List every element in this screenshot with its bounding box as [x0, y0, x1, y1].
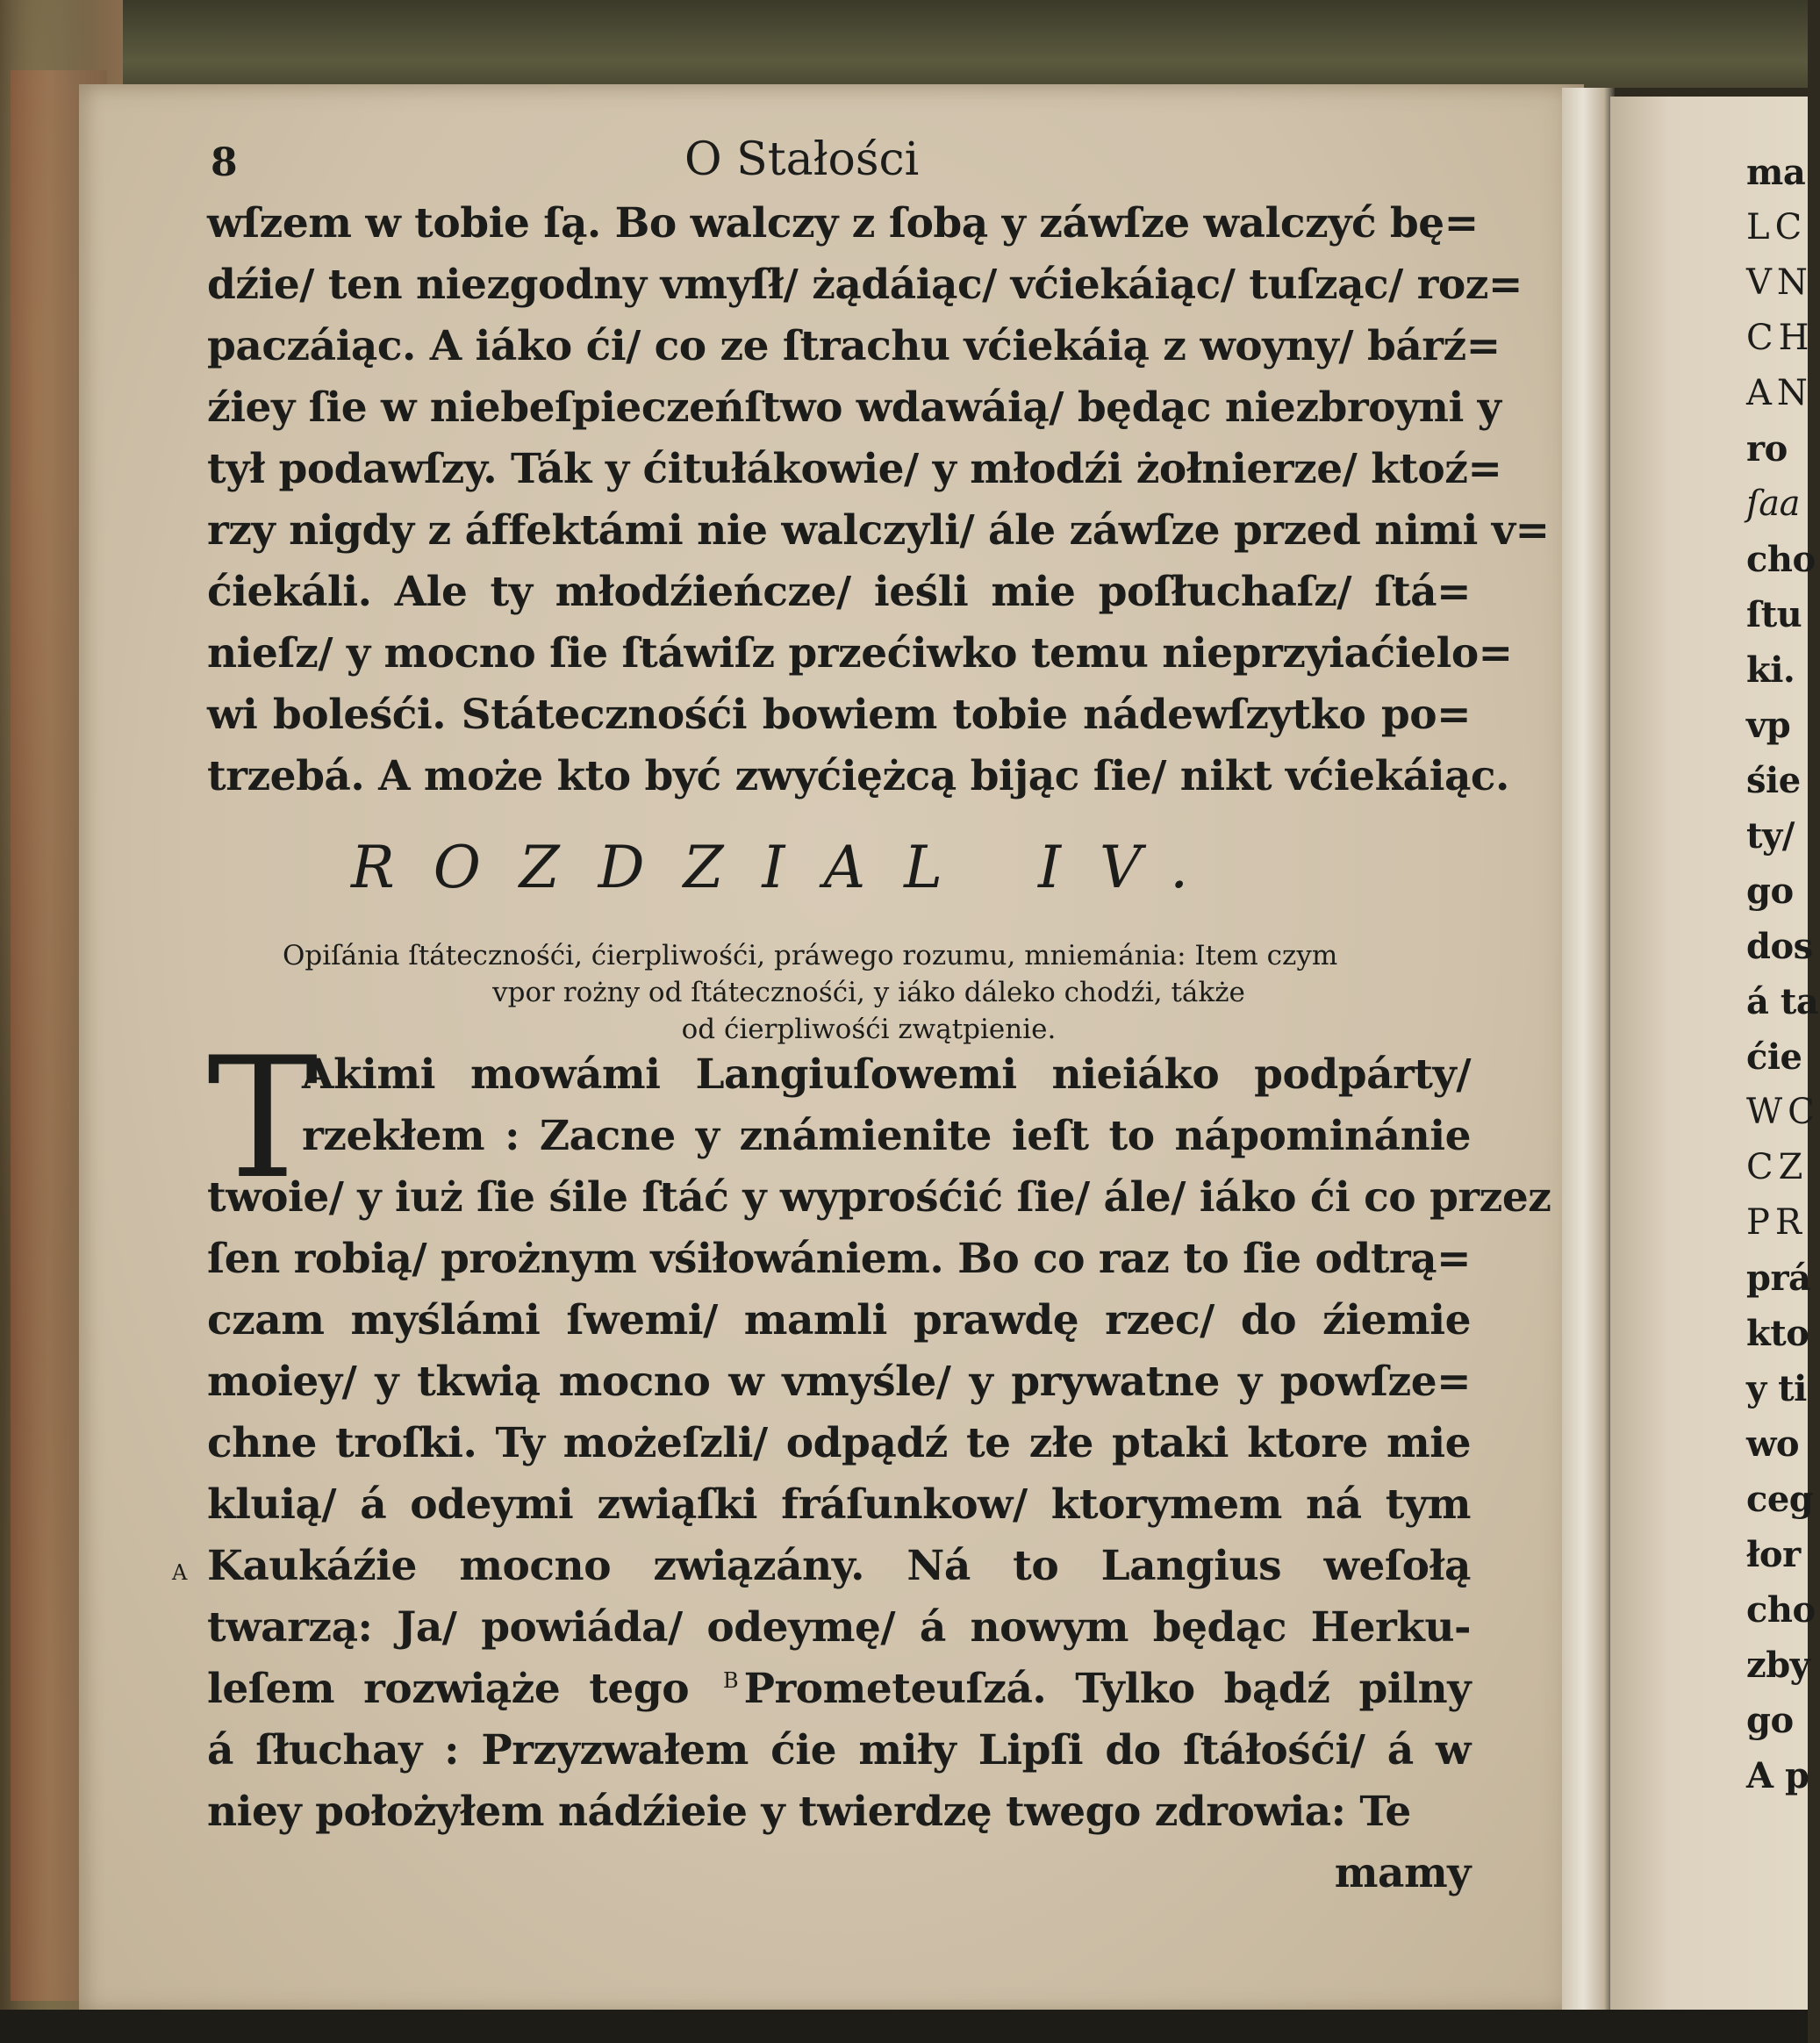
text-line: Kaukáźie mocno związány. Ná to Langius weſołą — [207, 1542, 1471, 1590]
paragraph-continuation — [207, 193, 1550, 807]
text-line: trzebá. A może kto być zwyćiężcą bijąc ſie/ nikt vćiekáiąc. — [207, 752, 1509, 800]
right-page-fragment: prá — [1746, 1258, 1811, 1299]
right-page-fragment: VN — [1746, 262, 1813, 303]
right-page-fragment: A p — [1746, 1755, 1809, 1796]
text-line: wſzem w tobie ſą. Bo walczy z ſobą y záwſze walczyć bę= — [207, 199, 1479, 247]
right-page-fragment: ki. — [1746, 649, 1795, 691]
page-number: 8 — [211, 140, 238, 185]
text-line: dźie/ ten niezgodny vmyſł/ żądáiąc/ vćiekáiąc/ tuſząc/ roz= — [207, 261, 1523, 309]
book-gutter — [1562, 88, 1615, 2018]
text-line: moiey/ y tkwią mocno w vmyśle/ y prywatne y powſze= — [207, 1358, 1471, 1406]
right-page-fragment: cho — [1746, 1589, 1816, 1631]
right-page-fragment: go — [1746, 871, 1794, 912]
chapter-summary — [263, 937, 1474, 1048]
right-page-fragment: ceg — [1746, 1479, 1814, 1520]
right-page-fragment: WC — [1746, 1092, 1820, 1132]
right-page-fragment: ſaa — [1746, 484, 1800, 524]
text-line-part: Prometeuſzá. Tylko bądź pilny — [743, 1665, 1472, 1713]
right-page-fragment: ty/ — [1746, 815, 1795, 857]
chapter-heading: ROZDZIAL IV. — [351, 834, 1228, 901]
scan-top-edge — [0, 0, 1808, 88]
text-line: ćiekáli. Ale ty młodźieńcze/ ieśli mie poſłuchaſz/ ſtá= — [207, 568, 1471, 616]
summary-line: od ćierpliwośći zwątpienie. — [681, 1014, 1057, 1045]
right-page-fragment: wo — [1746, 1423, 1800, 1465]
text-line: nieſz/ y mocno ſie ſtáwiſz przećiwko temu nieprzyiaćielo= — [207, 629, 1513, 677]
marginal-note-b: B — [723, 1668, 739, 1694]
right-page-fragment: LC — [1746, 207, 1808, 247]
right-page-fragment: kto — [1746, 1313, 1809, 1354]
right-page-fragment: zby — [1746, 1645, 1810, 1686]
right-page-fragment: ſtu — [1746, 594, 1802, 635]
right-page-fragment: ro — [1746, 428, 1788, 470]
text-line: wi boleśći. Státecznośći bowiem tobie nádewſzytko po= — [207, 691, 1471, 739]
right-page-fragment: PR — [1746, 1202, 1808, 1243]
text-line: twoie/ y iuż ſie śile ſtáć y wyprośćić ſie/ ále/ iáko ći co przez — [207, 1173, 1551, 1222]
right-page-fragment: ćie — [1746, 1036, 1802, 1078]
text-line: twarzą: Ja/ powiáda/ odeymę/ á nowym będąc Herku- — [207, 1603, 1471, 1652]
right-page-fragment: á ta — [1746, 981, 1819, 1022]
text-line: czam myślámi ſwemi/ mamli prawdę rzec/ do źiemie — [207, 1296, 1471, 1344]
text-line: kluią/ á odeymi zwiąſki fráſunkow/ ktorymem ná tym — [207, 1480, 1471, 1529]
text-line: chne troſki. Ty możeſzli/ odpądź te złe ptaki ktore mie — [207, 1419, 1471, 1467]
text-line: á ſłuchay : Przyzwałem ćie miły Lipſi do ſtáłośći/ á w — [207, 1726, 1471, 1774]
text-line: Akimi mowámi Langiuſowemi nieiáko podpárty/ — [302, 1050, 1471, 1099]
text-line: rzy nigdy z áffektámi nie walczyli/ ále záwſze przed nimi v= — [207, 506, 1550, 555]
right-page-fragment: y ti — [1746, 1368, 1807, 1409]
running-head — [211, 132, 1457, 193]
summary-line: vpor rożny od ſtátecznośći, y iáko dáleko chodźi, tákże — [492, 977, 1245, 1008]
summary-line: Opiſánia ſtátecznośći, ćierpliwośći, práwego rozumu, mniemánia: Item czym — [283, 940, 1338, 971]
running-title: O Stałości — [684, 133, 920, 186]
text-line: ſen robią/ prożnym vśiłowániem. Bo co raz to ſie odtrą= — [207, 1235, 1471, 1283]
right-page-fragment: łor — [1746, 1534, 1801, 1575]
text-line-part: leſem rozwiąże tego — [207, 1665, 719, 1713]
right-page-fragment: vp — [1746, 705, 1791, 746]
scan-bottom-edge — [0, 2010, 1808, 2043]
right-page-text-fragments — [1746, 145, 1820, 1803]
right-page-fragment: CZ — [1746, 1147, 1809, 1187]
text-line: niey położyłem nádźieie y twierdzę twego zdrowia: Te — [207, 1788, 1411, 1836]
text-line — [207, 1659, 1471, 1720]
text-line: paczáiąc. A iáko ći/ co ze ſtrachu vćiekáią z woyny/ bárź= — [207, 322, 1501, 370]
right-page-fragment: ma — [1746, 152, 1806, 193]
marginal-note-a: A — [172, 1560, 188, 1585]
text-line: tył podawſzy. Ták y ćitułákowie/ y młodźi żołnierze/ ktoź= — [207, 445, 1502, 493]
right-page-fragment: cho — [1746, 539, 1816, 580]
right-page-fragment: AN — [1746, 373, 1813, 413]
right-page-fragment: dos — [1746, 926, 1813, 967]
catchword: mamy — [1334, 1849, 1471, 1897]
right-page-fragment: go — [1746, 1700, 1794, 1741]
text-line: źiey ſie w niebeſpieczeńſtwo wdawáią/ będąc niezbroyni y — [207, 384, 1501, 432]
drop-cap: T — [207, 1022, 319, 1215]
right-page-fragment: śie — [1746, 760, 1801, 801]
text-line: rzekłem : Zacne y známienite ieſt to nápominánie — [302, 1112, 1471, 1160]
right-page-fragment: CH — [1746, 318, 1815, 358]
